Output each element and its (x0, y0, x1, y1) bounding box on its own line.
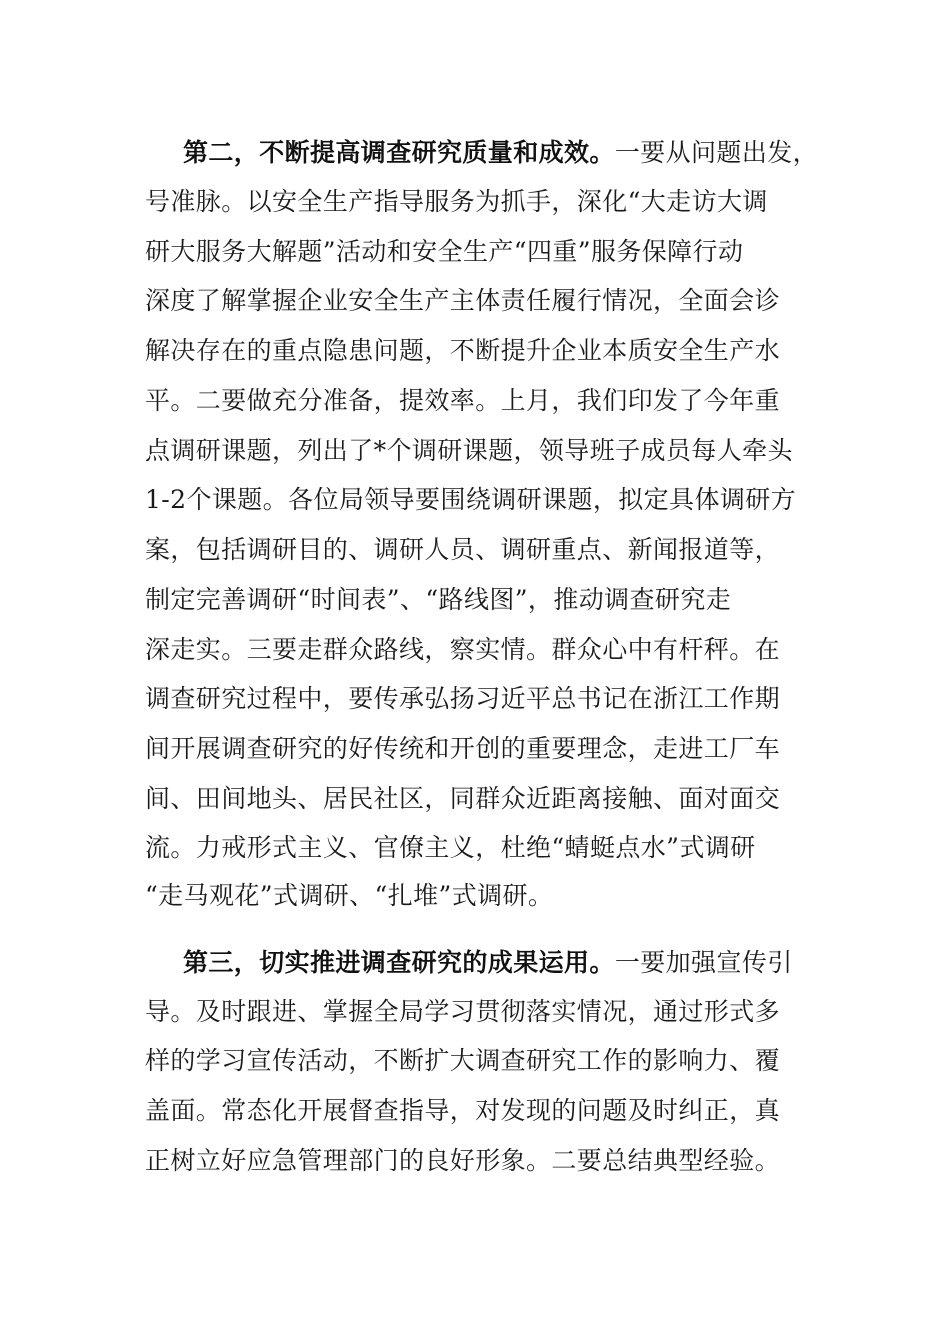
paragraph-line: 流。力戒形式主义、官僚主义，杜绝“蜻蜓点水”式调研 (145, 833, 756, 862)
paragraph-line: 案，包括调研目的、调研人员、调研重点、新闻报道等， (145, 535, 781, 564)
section2-paragraph-first-line (183, 133, 819, 173)
paragraph-line: 解决存在的重点隐患问题，不断提升企业本质安全生产水 (145, 336, 781, 365)
paragraph-line: 1-2个课题。各位局领导要围绕调研课题，拟定具体调研方 (145, 485, 797, 514)
paragraph-line: 一要加强宣传引 (614, 948, 793, 977)
paragraph-line: 正树立好应急管理部门的良好形象。二要总结典型经验。 (145, 1146, 781, 1175)
paragraph-line: 间、田间地头、居民社区，同群众近距离接触、面对面交 (145, 784, 781, 813)
paragraph-line: 导。及时跟进、掌握全局学习贯彻落实情况，通过形式多 (145, 997, 781, 1026)
paragraph-line: 盖面。常态化开展督查指导，对发现的问题及时纠正，真 (145, 1096, 781, 1125)
paragraph-line: 深走实。三要走群众路线，察实情。群众心中有杆秤。在 (145, 635, 781, 664)
paragraph-line: 样的学习宣传活动，不断扩大调查研究工作的影响力、覆 (145, 1046, 781, 1075)
section2-heading: 第二，不断提高调查研究质量和成效。 (183, 138, 615, 167)
paragraph-line: 深度了解掌握企业安全生产主体责任履行情况，全面会诊 (145, 286, 781, 315)
paragraph-line: 号准脉。以安全生产指导服务为抓手，深化“大走访大调 (145, 187, 768, 216)
paragraph-line: “走马观花”式调研、“扎堆”式调研。 (145, 881, 554, 910)
section3-heading: 第三，切实推进调查研究的成果运用。 (183, 948, 615, 977)
paragraph-line: 调查研究过程中，要传承弘扬习近平总书记在浙江工作期 (145, 684, 781, 713)
paragraph-line: 点调研课题，列出了*个调研课题，领导班子成员每人牵头 (145, 436, 793, 465)
paragraph-line: 一要从问题出发， (614, 138, 819, 167)
paragraph-line: 平。二要做充分准备，提效率。上月，我们印发了今年重 (145, 386, 781, 415)
paragraph-line: 间开展调查研究的好传统和开创的重要理念，走进工厂车 (145, 734, 781, 763)
section3-paragraph-first-line (183, 943, 815, 983)
paragraph-line: 制定完善调研“时间表”、“路线图”，推动调查研究走 (145, 585, 732, 614)
paragraph-line: 研大服务大解题”活动和安全生产“四重”服务保障行动 (145, 237, 744, 266)
